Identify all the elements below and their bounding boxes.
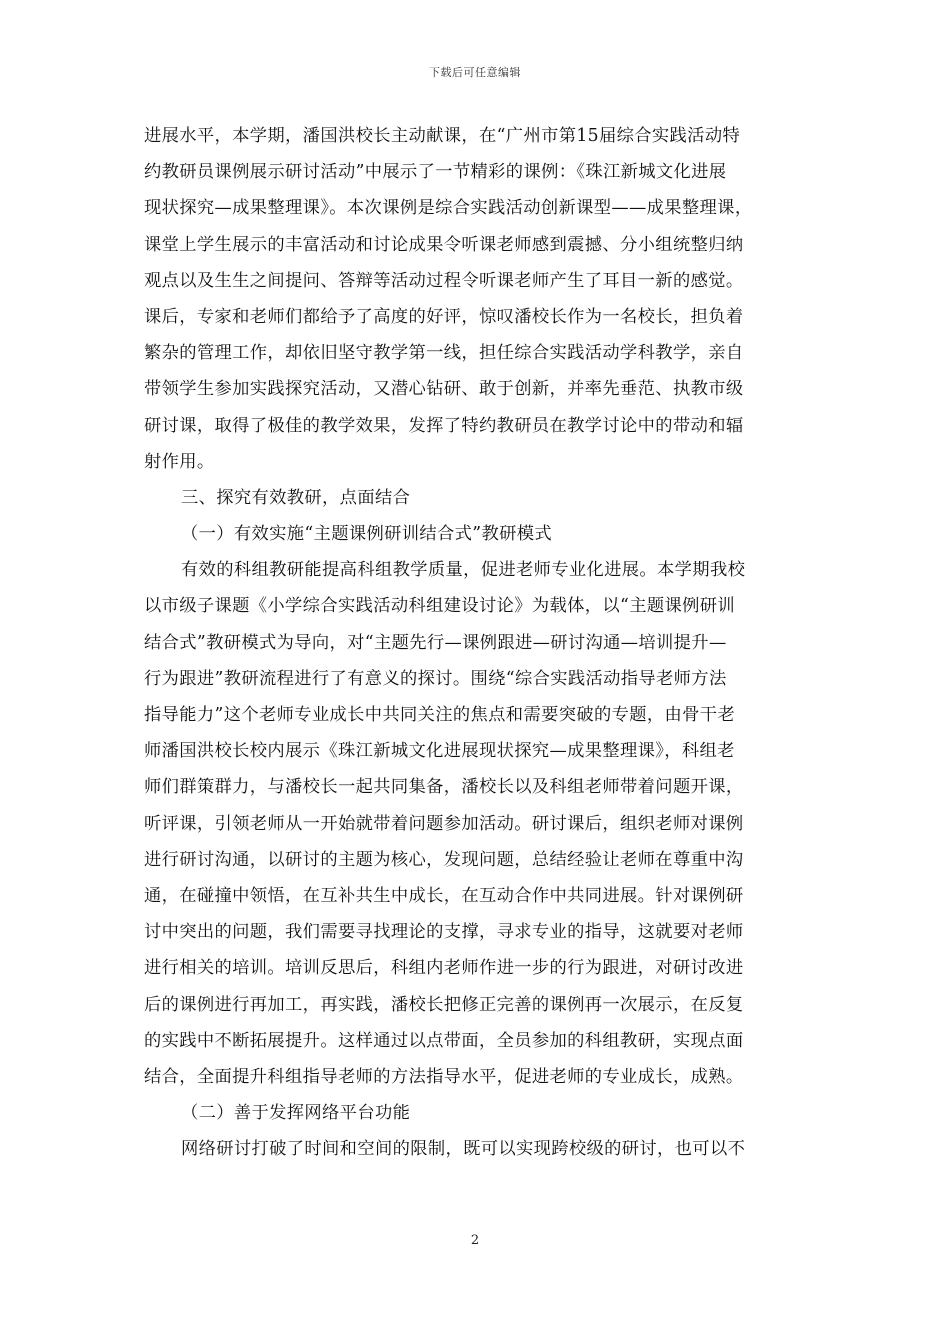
text-line: 射作用。 [144,451,215,472]
text-line: 讨中突出的问题，我们需要寻找理论的支撑，寻求专业的指导，这就要对老师 [144,922,744,943]
text-line: （二）善于发挥网络平台功能 [181,1103,411,1124]
text-line: 进行研讨沟通，以研讨的主题为核心，发现问题，总结经验让老师在尊重中沟 [144,849,744,870]
text-line: 课后，专家和老师们都给予了高度的好评，惊叹潘校长作为一名校长，担负着 [144,306,744,327]
text-line: 约教研员课例展示研讨活动”中展示了一节精彩的课例：《珠江新城文化进展 [144,162,727,183]
text-line: 结合式”教研模式为导向，对“主题先行—课例跟进—研讨沟通—培训提升— [144,632,727,653]
text-line: 现状探究—成果整理课》。本次课例是综合实践活动创新课型——成果整理课， [144,198,753,219]
text-line: 听评课，引领老师从一开始就带着问题参加活动。研讨课后，组织老师对课例 [144,813,744,834]
text-line: 观点以及生生之间提问、答辩等活动过程令听课老师产生了耳目一新的感觉。 [144,270,744,291]
text-line: 研讨课，取得了极佳的教学效果，发挥了特约教研员在教学讨论中的带动和辐 [144,415,744,436]
text-line: 的实践中不断拓展提升。这样通过以点带面，全员参加的科组教研，实现点面 [144,1030,744,1051]
text-line: 通，在碰撞中领悟，在互补共生中成长，在互动合作中共同进展。针对课例研 [144,885,744,906]
document-body [144,118,808,1167]
text-line: 师潘国洪校长校内展示《珠江新城文化进展现状探究—成果整理课》，科组老 [144,741,735,762]
text-line: 三、探究有效教研，点面结合 [181,487,411,508]
text-line: 进行相关的培训。培训反思后，科组内老师作进一步的行为跟进，对研讨改进 [144,958,744,979]
text-line: 繁杂的管理工作，却依旧坚守教学第一线，担任综合实践活动学科教学，亲自 [144,343,744,364]
text-line: 有效的科组教研能提高科组教学质量，促进老师专业化进展。本学期我校 [181,560,746,581]
text-line: 师们群策群力，与潘校长一起共同集备，潘校长以及科组老师带着问题开课， [144,777,744,798]
text-line: （一）有效实施“主题课例研训结合式”教研模式 [181,524,552,545]
text-line: 指导能力”这个老师专业成长中共同关注的焦点和需要突破的专题，由骨干老 [144,705,736,725]
page-number: 2 [470,1233,480,1248]
text-line: 行为跟进”教研流程进行了有意义的探讨。围绕“综合实践活动指导老师方法 [144,668,727,689]
text-line: 以市级子课题《小学综合实践活动科组建设讨论》为载体，以“主题课例研训 [144,596,736,617]
text-line: 带领学生参加实践探究活动，又潜心钻研、敢于创新，并率先垂范、执教市级 [144,379,744,400]
text-line: 结合，全面提升科组指导老师的方法指导水平，促进老师的专业成长，成熟。 [144,1066,744,1087]
page-header: 下载后可任意编辑 [429,66,521,79]
text-line: 进展水平，本学期，潘国洪校长主动献课，在“广州市第15届综合实践活动特 [144,126,741,146]
text-line: 课堂上学生展示的丰富活动和讨论成果令听课老师感到震撼、分小组统整归纳 [144,234,744,255]
text-line: 后的课例进行再加工，再实践，潘校长把修正完善的课例再一次展示，在反复 [144,994,744,1015]
text-line: 网络研讨打破了时间和空间的限制，既可以实现跨校级的研讨，也可以不 [181,1139,746,1160]
